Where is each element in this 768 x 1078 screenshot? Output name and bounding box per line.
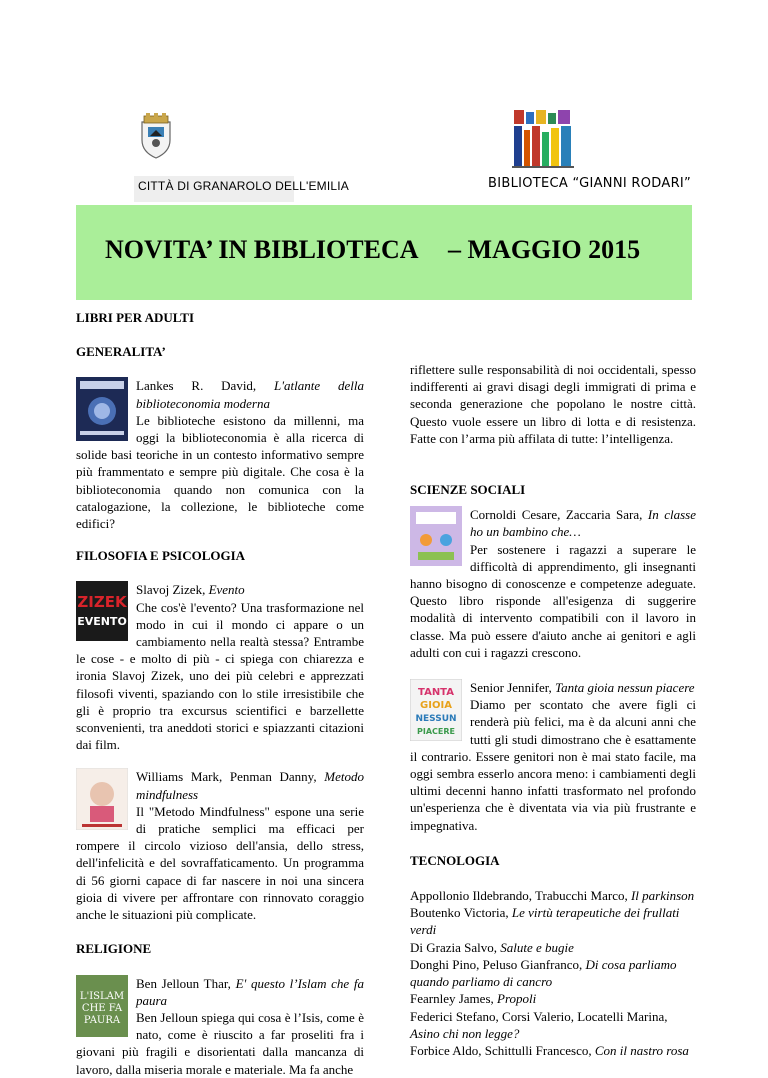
- list-item-title: Propoli: [497, 991, 537, 1007]
- library-books-logo-icon: [512, 110, 574, 168]
- list-item-title: Il parkinson: [630, 888, 695, 904]
- book-title: E' questo l’Islam che fa paura: [136, 975, 364, 1008]
- book-author: Ben Jelloun Thar,: [136, 975, 236, 991]
- book-entry-lankes: [76, 377, 364, 532]
- book-entry-cornoldi: [410, 506, 696, 661]
- book-entry-mindfulness: [76, 768, 364, 923]
- cover-tanta-line2: GIOIA: [420, 700, 452, 712]
- city-name-label: [134, 176, 350, 202]
- list-item-title: Con il nastro rosa: [594, 1042, 689, 1058]
- list-item: [410, 990, 696, 1007]
- list-item-authors: Federici Stefano, Corsi Valerio, Locatelli Marina,: [410, 1008, 668, 1024]
- list-item: [410, 939, 696, 956]
- list-item-authors: Boutenko Victoria,: [410, 905, 512, 921]
- list-item-authors: Donghi Pino, Peluso Gianfranco,: [410, 956, 586, 972]
- cover-tanta-line3: NESSUN: [415, 714, 457, 725]
- left-column: [76, 309, 364, 1078]
- title-banner: [76, 205, 692, 300]
- city-coat-of-arms-icon: [132, 112, 180, 160]
- section-heading-generalita: GENERALITA’: [76, 344, 166, 360]
- list-item: [410, 1042, 696, 1059]
- book-author: Slavoj Zizek,: [136, 582, 209, 598]
- library-name-label: [488, 174, 692, 200]
- list-item-authors: Forbice Aldo, Schittulli Francesco,: [410, 1042, 595, 1058]
- book-description: Ben Jelloun spiega qui cosa è l’Isis, come è nato, come è riuscito a far proseliti fra i giovani più fragili e disorientati dalla mancanza di lavoro, dalla miseria morale e materiale. Ma fa anche: [76, 1009, 364, 1077]
- list-item: [410, 1008, 696, 1042]
- book-cover-atlante-icon: [76, 377, 128, 441]
- cover-zizek-line2: EVENTO: [77, 615, 127, 629]
- list-item-title: Le virtù terapeutiche dei frullati verdi: [410, 905, 680, 938]
- book-description: Le biblioteche esistono da millenni, ma oggi la biblioteconomia è alla ricerca di solide basi teoriche in un contesto informativo sempre più frammentato e sempre più digitale. Che cosa è la biblioteconomia quando non comunica con la catalogazione, la collezione, le biblioteche come edifici?: [76, 412, 364, 532]
- book-title: In classe ho un bambino che…: [470, 507, 696, 540]
- book-title: Evento: [208, 582, 245, 598]
- right-column: [410, 309, 696, 1059]
- library-name: BIBLIOTECA “GIANNI RODARI”: [488, 176, 692, 191]
- page-subtitle-date: – MAGGIO 2015: [448, 235, 641, 264]
- book-title: Metodo mindfulness: [136, 769, 364, 802]
- book-description: Il "Metodo Mindfulness" espone una serie di pratiche semplici ma efficaci per rompere il circolo vizioso dell'ansia, dello stress, dell'infelicità e del sovraffaticamento. Un programma di 56 giorni capace di far nascere in noi una sincera gioia di vivere per affrontare con rinnovato coraggio anche le situazioni più complicate.: [76, 803, 364, 923]
- book-author: Senior Jennifer,: [470, 680, 556, 696]
- book-description-continued: riflettere sulle responsabilità di noi occidentali, spesso indifferenti ai gravi disagi degli immigrati di prima e seconda generazione che popolano le nostre città. Questo vuole essere un libro di lotta e di resistenza. Fatte con l’arma più affilata di tutte: l’intelligenza.: [410, 362, 696, 446]
- book-description: Per sostenere i ragazzi a superare le difficoltà di apprendimento, gli insegnanti hanno bisogno di conoscenze e competenze adeguate. Questo libro risponde all'esigenza di suggerire modalità di intervento compatibili con il lavoro in classe. Ma può essere d'aiuto anche ai genitori e agli adulti con cui i ragazzi crescono.: [410, 541, 696, 660]
- book-author: Cornoldi Cesare, Zaccaria Sara,: [470, 507, 648, 523]
- book-cover-in-classe-icon: [410, 506, 462, 570]
- book-author: Williams Mark, Penman Danny,: [136, 769, 325, 785]
- list-item-authors: Appollonio Ildebrando, Trabucchi Marco,: [410, 888, 631, 904]
- section-heading-tecnologia: TECNOLOGIA: [410, 852, 500, 868]
- book-description: Che cos'è l'evento? Una trasformazione nel modo in cui il mondo ci appare o un cambiamento nella realtà stessa? Entrambe le cose - e molto di più - ci spiega con chiarezza e ironia Slavoj Zizek, uno dei più celebri e apprezzati filosofi viventi, spaziando con lo stile irresistibile che gli è proprio tra excursus scientifici e barzellette sconvenienti, tra aneddoti storici e spiazzanti citazioni dai film.: [76, 599, 364, 753]
- book-description: Diamo per scontato che avere figli ci renderà più felici, ma è da alcuni anni che tutti gli studi dimostrano che è esattamente il contrario. Essere genitori non è mai stato facile, ma oggi sembra esserlo ancora meno: i cambiamenti degli ultimi decenni hanno infatti trasformato nel profondo un'esperienza che è diventata via via più frustrante e impegnativa.: [410, 697, 696, 833]
- book-cover-mindfulness-icon: [76, 768, 128, 832]
- list-item-title: Salute e bugie: [500, 939, 574, 955]
- book-title: L'atlante della biblioteconomia moderna: [136, 378, 365, 411]
- list-item-title: Asino chi non legge?: [410, 1025, 520, 1041]
- book-cover-islam-icon: [76, 975, 128, 1039]
- section-heading-religione: RELIGIONE: [76, 941, 152, 957]
- tecnologia-list: [410, 887, 696, 1059]
- cover-tanta-line4: PIACERE: [417, 727, 455, 737]
- list-item-title: Di cosa parliamo quando parliamo di cancro: [410, 956, 677, 990]
- book-entry-senior: [410, 679, 696, 834]
- cover-islam-line1: L'ISLAM: [79, 990, 125, 1002]
- list-item: [410, 887, 696, 904]
- cover-islam-line2: CHE FA: [81, 1002, 123, 1014]
- list-item-authors: Fearnley James,: [410, 991, 498, 1007]
- city-name: CITTÀ DI GRANAROLO DELL'EMILIA: [138, 179, 350, 193]
- cover-islam-line3: PAURA: [83, 1014, 121, 1026]
- book-entry-islam: [76, 975, 364, 1078]
- section-heading-filosofia: FILOSOFIA E PSICOLOGIA: [76, 548, 246, 564]
- list-item: [410, 904, 696, 938]
- book-author: Lankes R. David,: [136, 378, 275, 394]
- list-item-authors: Di Grazia Salvo,: [410, 939, 501, 955]
- section-heading-scienze-sociali: SCIENZE SOCIALI: [410, 482, 526, 498]
- cover-zizek-line1: ZIZEK: [77, 593, 127, 612]
- page-title: NOVITA’ IN BIBLIOTECA: [105, 235, 419, 264]
- section-heading-main: LIBRI PER ADULTI: [76, 310, 195, 325]
- book-title: Tanta gioia nessun piacere: [555, 680, 695, 696]
- book-cover-tanta-gioia-icon: [410, 679, 462, 743]
- book-cover-evento-icon: [76, 581, 128, 645]
- book-entry-zizek: [76, 581, 364, 753]
- cover-tanta-line1: TANTA: [418, 687, 454, 699]
- list-item: [410, 956, 696, 990]
